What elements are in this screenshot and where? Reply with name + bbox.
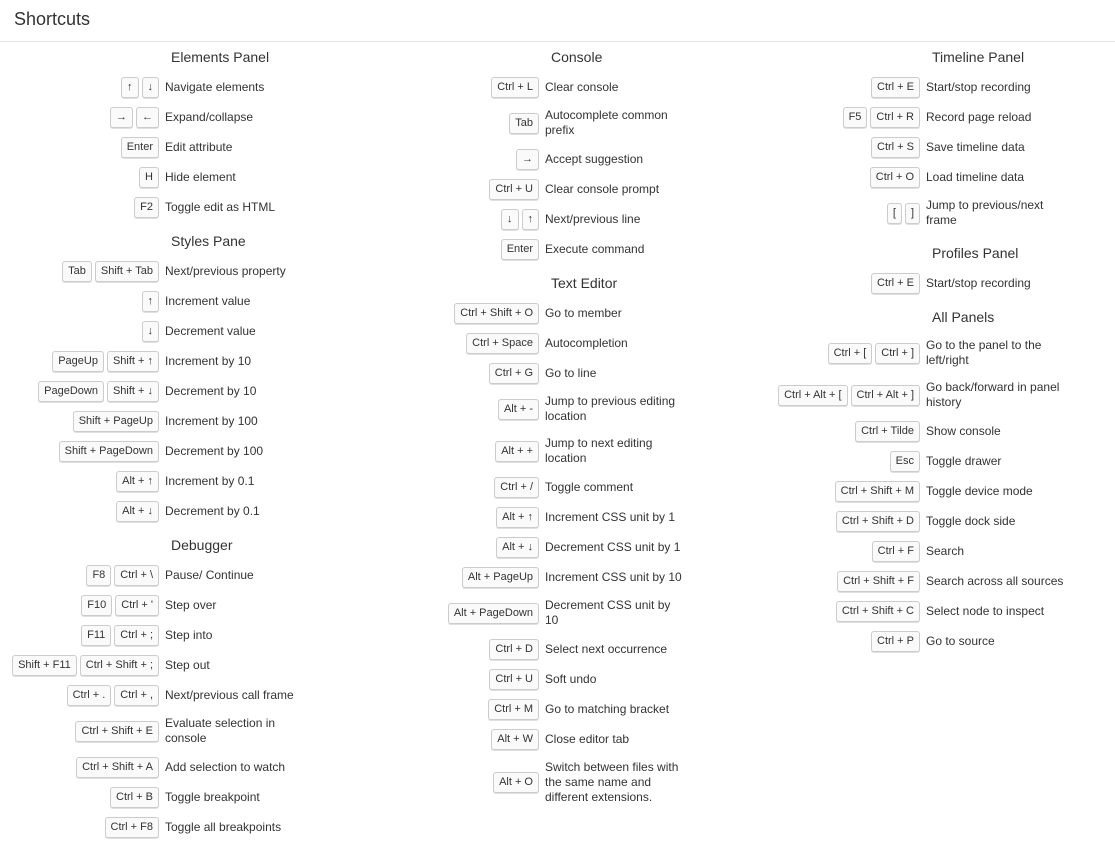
- shortcut-row: [0, 192, 370, 222]
- key-badge: PageUp: [52, 351, 104, 372]
- key-combination: [761, 343, 926, 364]
- shortcut-row: [0, 650, 370, 680]
- section-text-editor: [380, 268, 750, 810]
- key-badge: Alt + -: [498, 399, 539, 420]
- key-combination: [0, 817, 165, 838]
- key-badge: Ctrl + Space: [466, 333, 539, 354]
- shortcut-description: Go to source: [926, 633, 995, 648]
- key-combination: [761, 601, 926, 622]
- shortcut-description: Go to member: [545, 305, 622, 320]
- key-badge: Ctrl + S: [871, 137, 920, 158]
- shortcut-description: Go to the panel to the left/right: [926, 338, 1042, 367]
- shortcut-description: Select node to inspect: [926, 603, 1045, 618]
- key-combination: [380, 209, 545, 230]
- shortcut-description: Decrement by 100: [165, 443, 264, 458]
- key-badge: ↓: [142, 77, 160, 98]
- key-badge: ↓: [142, 321, 160, 342]
- key-combination: [0, 381, 165, 402]
- shortcut-description: Autocomplete common prefix: [545, 108, 668, 137]
- key-combination: [0, 107, 165, 128]
- key-badge: F2: [134, 197, 159, 218]
- shortcut-description: Pause/ Continue: [165, 567, 254, 582]
- shortcut-row: [0, 346, 370, 376]
- shortcut-description: Toggle drawer: [926, 453, 1002, 468]
- key-badge: Enter: [501, 239, 539, 260]
- key-badge: Ctrl + F: [872, 541, 920, 562]
- key-badge: ←: [136, 107, 159, 128]
- shortcut-description: Evaluate selection in console: [165, 716, 276, 745]
- shortcut-description: Expand/collapse: [165, 109, 254, 124]
- key-combination: [0, 291, 165, 312]
- shortcut-row: [380, 634, 750, 664]
- shortcut-row: [380, 694, 750, 724]
- shortcut-row: [0, 162, 370, 192]
- shortcut-description: Autocompletion: [545, 335, 628, 350]
- shortcut-row: [761, 536, 1115, 566]
- shortcut-description: Save timeline data: [926, 139, 1025, 154]
- key-badge: Ctrl + ]: [875, 343, 920, 364]
- key-badge: ]: [905, 203, 920, 224]
- shortcut-row: [380, 358, 750, 388]
- key-badge: Shift + F11: [12, 655, 77, 676]
- page-title: Shortcuts: [14, 9, 91, 29]
- key-badge: Ctrl + Shift + O: [454, 303, 539, 324]
- shortcut-description: Decrement by 10: [165, 383, 257, 398]
- key-badge: Ctrl + ': [115, 595, 159, 616]
- key-combination: [380, 303, 545, 324]
- shortcut-row: [0, 72, 370, 102]
- key-combination: [0, 685, 165, 706]
- shortcut-description: Toggle breakpoint: [165, 789, 260, 804]
- shortcut-description: Add selection to watch: [165, 759, 286, 774]
- shortcuts-column-1: [0, 42, 370, 842]
- shortcut-description: Clear console prompt: [545, 181, 660, 196]
- key-combination: [0, 197, 165, 218]
- shortcut-row: [761, 72, 1115, 102]
- key-badge: ↑: [522, 209, 540, 230]
- key-badge: Ctrl + Shift + D: [836, 511, 920, 532]
- shortcut-row: [380, 72, 750, 102]
- key-combination: [0, 77, 165, 98]
- shortcut-row: [380, 388, 750, 430]
- shortcut-row: [380, 328, 750, 358]
- key-badge: Ctrl + Shift + F: [837, 571, 920, 592]
- key-badge: Ctrl + .: [67, 685, 112, 706]
- section-title: Text Editor: [551, 275, 618, 291]
- shortcut-description: Edit attribute: [165, 139, 233, 154]
- shortcut-row: [380, 664, 750, 694]
- shortcut-row: [761, 566, 1115, 596]
- shortcut-row: [0, 710, 370, 752]
- key-badge: Ctrl + Tilde: [855, 421, 920, 442]
- shortcut-row: [380, 144, 750, 174]
- key-combination: [0, 261, 165, 282]
- shortcut-row: [761, 332, 1115, 374]
- section-title: Timeline Panel: [932, 49, 1025, 65]
- shortcut-row: [0, 782, 370, 812]
- shortcuts-column-2: [380, 42, 750, 810]
- shortcut-description: Jump to next editing location: [545, 436, 653, 465]
- shortcut-row: [380, 754, 750, 810]
- shortcut-row: [761, 506, 1115, 536]
- section-timeline-panel: [761, 42, 1115, 234]
- shortcut-row: [761, 476, 1115, 506]
- shortcut-description: Search: [926, 543, 965, 558]
- shortcut-row: [380, 592, 750, 634]
- shortcut-row: [761, 162, 1115, 192]
- shortcut-description: Toggle dock side: [926, 513, 1016, 528]
- shortcut-row: [761, 374, 1115, 416]
- key-combination: [761, 631, 926, 652]
- shortcut-row: [0, 590, 370, 620]
- key-combination: [761, 511, 926, 532]
- key-badge: F11: [81, 625, 111, 646]
- key-badge: Ctrl + D: [489, 639, 539, 660]
- key-badge: Ctrl + Shift + ;: [80, 655, 159, 676]
- shortcut-description: Decrement CSS unit by 10: [545, 598, 671, 627]
- shortcut-row: [0, 752, 370, 782]
- key-badge: Alt + ↓: [496, 537, 539, 558]
- section-title: Console: [551, 49, 603, 65]
- key-badge: H: [139, 167, 159, 188]
- key-badge: F8: [86, 565, 111, 586]
- key-badge: Shift + PageDown: [59, 441, 159, 462]
- key-combination: [0, 137, 165, 158]
- shortcut-description: Next/previous property: [165, 263, 286, 278]
- key-combination: [761, 273, 926, 294]
- key-combination: [380, 363, 545, 384]
- key-badge: Ctrl + O: [870, 167, 920, 188]
- shortcut-row: [380, 430, 750, 472]
- key-combination: [380, 603, 545, 624]
- shortcut-row: [761, 268, 1115, 298]
- shortcut-row: [0, 316, 370, 346]
- key-badge: Alt + PageDown: [448, 603, 539, 624]
- shortcut-row: [0, 812, 370, 842]
- shortcut-description: Toggle all breakpoints: [165, 819, 282, 834]
- key-combination: [380, 441, 545, 462]
- key-combination: [380, 149, 545, 170]
- key-badge: Ctrl + Shift + E: [75, 721, 159, 742]
- shortcut-description: Navigate elements: [165, 79, 265, 94]
- shortcut-description: Increment CSS unit by 1: [545, 509, 676, 524]
- key-combination: [761, 451, 926, 472]
- section-console: [380, 42, 750, 264]
- key-combination: [380, 537, 545, 558]
- key-badge: Alt + O: [493, 772, 539, 793]
- key-badge: Alt + ↑: [496, 507, 539, 528]
- shortcut-description: Increment CSS unit by 10: [545, 569, 682, 584]
- key-badge: Ctrl + /: [494, 477, 539, 498]
- shortcut-row: [761, 626, 1115, 656]
- key-combination: [0, 321, 165, 342]
- key-badge: Enter: [121, 137, 159, 158]
- shortcut-row: [0, 560, 370, 590]
- key-combination: [761, 77, 926, 98]
- key-combination: [0, 625, 165, 646]
- shortcut-description: Decrement value: [165, 323, 256, 338]
- key-badge: Alt + ↑: [116, 471, 159, 492]
- key-combination: [761, 137, 926, 158]
- shortcut-description: Toggle device mode: [926, 483, 1033, 498]
- shortcut-description: Execute command: [545, 241, 645, 256]
- shortcut-description: Go back/forward in panel history: [926, 380, 1060, 409]
- shortcut-description: Increment by 10: [165, 353, 252, 368]
- key-combination: [380, 699, 545, 720]
- key-badge: F10: [81, 595, 112, 616]
- key-combination: [761, 203, 926, 224]
- key-combination: [380, 729, 545, 750]
- key-badge: →: [110, 107, 133, 128]
- key-combination: [380, 669, 545, 690]
- key-badge: ↓: [501, 209, 519, 230]
- section-title: Elements Panel: [171, 49, 270, 65]
- key-combination: [380, 179, 545, 200]
- key-badge: Ctrl + R: [870, 107, 920, 128]
- key-combination: [761, 167, 926, 188]
- key-badge: Ctrl + Alt + [: [778, 385, 847, 406]
- shortcut-description: Toggle comment: [545, 479, 634, 494]
- key-badge: Shift + Tab: [95, 261, 159, 282]
- section-all-panels: [761, 302, 1115, 656]
- shortcut-row: [761, 132, 1115, 162]
- key-combination: [0, 721, 165, 742]
- key-badge: Ctrl + G: [489, 363, 539, 384]
- section-title: All Panels: [932, 309, 995, 325]
- shortcut-row: [0, 496, 370, 526]
- key-badge: Ctrl + F8: [105, 817, 159, 838]
- shortcut-row: [0, 466, 370, 496]
- key-combination: [380, 239, 545, 260]
- section-title: Debugger: [171, 537, 233, 553]
- key-badge: Ctrl + ;: [114, 625, 159, 646]
- shortcut-row: [761, 416, 1115, 446]
- shortcut-row: [0, 376, 370, 406]
- section-styles-pane: [0, 226, 370, 526]
- shortcut-row: [761, 102, 1115, 132]
- key-badge: Ctrl + U: [489, 179, 539, 200]
- key-badge: Ctrl + Shift + M: [835, 481, 920, 502]
- key-badge: Alt + W: [491, 729, 539, 750]
- shortcut-row: [380, 724, 750, 754]
- key-badge: →: [516, 149, 539, 170]
- shortcut-description: Start/stop recording: [926, 79, 1031, 94]
- key-badge: [: [887, 203, 902, 224]
- key-badge: ↑: [142, 291, 160, 312]
- shortcut-description: Close editor tab: [545, 731, 630, 746]
- key-combination: [0, 787, 165, 808]
- shortcut-row: [380, 502, 750, 532]
- shortcut-row: [0, 406, 370, 436]
- key-combination: [761, 385, 926, 406]
- key-badge: Alt + +: [495, 441, 539, 462]
- key-combination: [380, 399, 545, 420]
- key-badge: Ctrl + Shift + C: [836, 601, 920, 622]
- shortcut-description: Increment by 0.1: [165, 473, 255, 488]
- shortcut-row: [380, 298, 750, 328]
- key-combination: [0, 595, 165, 616]
- key-badge: Ctrl + M: [488, 699, 539, 720]
- key-badge: Shift + ↑: [107, 351, 159, 372]
- shortcut-description: Jump to previous editing location: [545, 394, 676, 423]
- shortcut-description: Next/previous call frame: [165, 687, 294, 702]
- key-badge: Shift + ↓: [107, 381, 159, 402]
- key-combination: [380, 639, 545, 660]
- shortcut-row: [380, 532, 750, 562]
- shortcut-description: Load timeline data: [926, 169, 1025, 184]
- shortcut-description: Jump to previous/next frame: [926, 198, 1044, 227]
- shortcut-description: Hide element: [165, 169, 236, 184]
- shortcut-row: [380, 174, 750, 204]
- key-combination: [0, 471, 165, 492]
- key-combination: [0, 441, 165, 462]
- key-combination: [380, 507, 545, 528]
- key-combination: [0, 167, 165, 188]
- key-badge: Ctrl + ,: [114, 685, 159, 706]
- shortcut-row: [0, 256, 370, 286]
- key-badge: Alt + ↓: [116, 501, 159, 522]
- key-combination: [761, 541, 926, 562]
- key-combination: [0, 757, 165, 778]
- key-combination: [380, 333, 545, 354]
- shortcut-description: Go to matching bracket: [545, 701, 670, 716]
- key-badge: Ctrl + Alt + ]: [851, 385, 920, 406]
- key-badge: Alt + PageUp: [462, 567, 539, 588]
- shortcut-row: [380, 204, 750, 234]
- shortcut-description: Show console: [926, 423, 1001, 438]
- key-badge: Tab: [509, 113, 539, 134]
- key-combination: [0, 655, 165, 676]
- key-combination: [761, 421, 926, 442]
- shortcut-row: [380, 234, 750, 264]
- shortcut-row: [0, 132, 370, 162]
- shortcut-description: Switch between files with the same name and different extensions.: [545, 759, 679, 804]
- key-badge: Ctrl + B: [110, 787, 159, 808]
- shortcut-description: Clear console: [545, 79, 619, 94]
- shortcut-row: [0, 680, 370, 710]
- key-badge: Ctrl + L: [491, 77, 539, 98]
- key-badge: F5: [843, 107, 868, 128]
- key-badge: Ctrl + \: [114, 565, 159, 586]
- shortcut-description: Increment value: [165, 293, 251, 308]
- header: [0, 0, 1115, 42]
- section-title: Profiles Panel: [932, 245, 1019, 261]
- shortcut-description: Record page reload: [926, 109, 1032, 124]
- shortcut-description: Accept suggestion: [545, 151, 644, 166]
- shortcut-description: Go to line: [545, 365, 597, 380]
- shortcut-row: [0, 436, 370, 466]
- shortcut-description: Decrement CSS unit by 1: [545, 539, 681, 554]
- shortcut-row: [380, 472, 750, 502]
- key-combination: [380, 477, 545, 498]
- shortcut-description: Decrement by 0.1: [165, 503, 260, 518]
- key-badge: Ctrl + P: [871, 631, 920, 652]
- section-debugger: [0, 530, 370, 842]
- shortcuts-column-3: [761, 42, 1115, 656]
- section-profiles-panel: [761, 238, 1115, 298]
- key-badge: ↑: [121, 77, 139, 98]
- key-badge: Ctrl + U: [489, 669, 539, 690]
- key-combination: [380, 113, 545, 134]
- shortcut-description: Select next occurrence: [545, 641, 668, 656]
- key-combination: [0, 565, 165, 586]
- key-badge: Ctrl + E: [871, 273, 920, 294]
- shortcut-row: [0, 620, 370, 650]
- key-badge: Esc: [890, 451, 920, 472]
- shortcut-description: Step over: [165, 597, 217, 612]
- key-combination: [761, 481, 926, 502]
- shortcut-description: Start/stop recording: [926, 275, 1031, 290]
- shortcut-description: Next/previous line: [545, 211, 641, 226]
- key-combination: [761, 571, 926, 592]
- key-combination: [0, 411, 165, 432]
- shortcut-description: Search across all sources: [926, 573, 1064, 588]
- shortcut-description: Step out: [165, 657, 210, 672]
- key-combination: [380, 772, 545, 793]
- shortcut-description: Toggle edit as HTML: [165, 199, 276, 214]
- key-combination: [0, 351, 165, 372]
- shortcut-description: Step into: [165, 627, 213, 642]
- key-badge: Ctrl + Shift + A: [76, 757, 159, 778]
- shortcut-row: [0, 102, 370, 132]
- key-combination: [0, 501, 165, 522]
- key-badge: Ctrl + [: [828, 343, 873, 364]
- key-badge: Ctrl + E: [871, 77, 920, 98]
- shortcut-row: [761, 596, 1115, 626]
- shortcut-description: Increment by 100: [165, 413, 258, 428]
- shortcut-row: [380, 562, 750, 592]
- shortcut-row: [0, 286, 370, 316]
- key-badge: Tab: [62, 261, 92, 282]
- key-combination: [380, 567, 545, 588]
- section-elements-panel: [0, 42, 370, 222]
- section-title: Styles Pane: [171, 233, 246, 249]
- shortcut-row: [380, 102, 750, 144]
- key-combination: [761, 107, 926, 128]
- key-badge: PageDown: [38, 381, 104, 402]
- shortcut-row: [761, 446, 1115, 476]
- shortcut-description: Soft undo: [545, 671, 597, 686]
- key-combination: [380, 77, 545, 98]
- key-badge: Shift + PageUp: [73, 411, 159, 432]
- shortcut-row: [761, 192, 1115, 234]
